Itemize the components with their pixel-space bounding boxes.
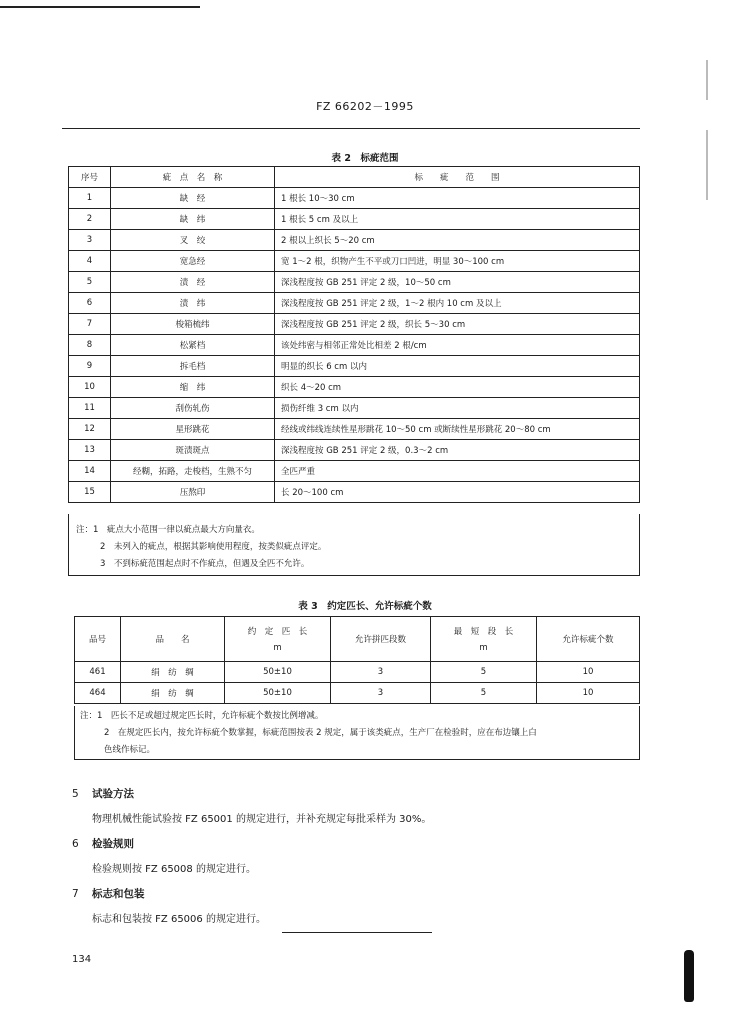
section-title-text: 试验方法 (92, 788, 134, 800)
table2-note: 3 不到标疵范围起点时不作疵点，但遇及全匹不允许。 (100, 559, 310, 569)
table2-cell-no: 14 (69, 461, 111, 482)
table3-cell-length: 50±10 (225, 662, 331, 683)
section-number: 6 (72, 838, 79, 850)
section-6-body: 检验规则按 FZ 65008 的规定进行。 (92, 864, 256, 875)
table3-cell-defects: 10 (537, 683, 640, 704)
footer-rule (282, 932, 432, 933)
table2-row (69, 398, 640, 419)
table2-col-range: 标 疵 范 围 (275, 167, 640, 188)
table3-cell-shortest: 5 (431, 683, 537, 704)
table2-cell-name: 松紧档 (111, 335, 275, 356)
table2-row (69, 209, 640, 230)
table2-cell-range: 长 20～100 cm (275, 482, 640, 503)
table2-cell-no: 12 (69, 419, 111, 440)
table2-caption: 表 2 标疵范围 (331, 153, 399, 164)
table2-cell-no: 3 (69, 230, 111, 251)
table2-cell-name: 渍 经 (111, 272, 275, 293)
table2-header-row (69, 167, 640, 188)
table2-cell-range: 明显的织长 6 cm 以内 (275, 356, 640, 377)
table2-cell-range: 宽 1～2 根，织物产生不平或刀口凹进，明显 30～100 cm (275, 251, 640, 272)
table2-cell-no: 11 (69, 398, 111, 419)
table2-cell-no: 10 (69, 377, 111, 398)
table2-row (69, 356, 640, 377)
table2-cell-no: 8 (69, 335, 111, 356)
table3-col-shortest-label: 最 短 段 长 (453, 627, 514, 637)
table2-notes-frame (68, 514, 640, 576)
top-edge-line (0, 6, 200, 8)
section-5-body: 物理机械性能试验按 FZ 65001 的规定进行，并补充规定每批采样为 30%。 (92, 814, 432, 825)
table2-cell-no: 2 (69, 209, 111, 230)
section-7-title (72, 886, 145, 901)
table2-row (69, 293, 640, 314)
table3-col-name: 品 名 (121, 617, 225, 662)
table2-note: 注：1 疵点大小范围一律以疵点最大方向量衣。 (76, 525, 260, 535)
table2-cell-name: 拆毛档 (111, 356, 275, 377)
table2 (68, 166, 640, 503)
table2-cell-range: 深浅程度按 GB 251 评定 2 级，0.3～2 cm (275, 440, 640, 461)
table3-col-pieces: 允许拼匹段数 (331, 617, 431, 662)
table2-cell-name: 缩 纬 (111, 377, 275, 398)
table3-notes (80, 708, 537, 759)
table2-row (69, 377, 640, 398)
table2-cell-no: 4 (69, 251, 111, 272)
table2-row (69, 230, 640, 251)
table2-cell-name: 宽急经 (111, 251, 275, 272)
standard-code-header: FZ 66202－1995 (316, 100, 414, 113)
table2-row (69, 314, 640, 335)
table2-cell-name: 缺 纬 (111, 209, 275, 230)
section-5-title (72, 786, 134, 801)
table2-cell-range: 该处纬密与相邻正常处比相差 2 根/cm (275, 335, 640, 356)
table2-row (69, 461, 640, 482)
table2-col-no: 序号 (69, 167, 111, 188)
table3-row (75, 662, 640, 683)
table2-row (69, 440, 640, 461)
table2-cell-name: 叉 绞 (111, 230, 275, 251)
table2-note: 2 未列入的疵点，根据其影响使用程度，按类似疵点评定。 (100, 542, 327, 552)
table3-row (75, 683, 640, 704)
scan-edge-mark (706, 130, 708, 200)
table3-cell-shortest: 5 (431, 662, 537, 683)
table2-cell-range: 深浅程度按 GB 251 评定 2 级，织长 5～30 cm (275, 314, 640, 335)
table3-cell-code: 461 (75, 662, 121, 683)
section-6-title (72, 836, 134, 851)
table3-note: 注：1 匹长不足或超过规定匹长时，允许标疵个数按比例增减。 (80, 711, 324, 721)
table3 (74, 616, 640, 704)
table3-header-row (75, 617, 640, 662)
table2-row (69, 188, 640, 209)
table3-cell-pieces: 3 (331, 662, 431, 683)
table2-cell-no: 9 (69, 356, 111, 377)
table3-cell-pieces: 3 (331, 683, 431, 704)
table3-note: 色线作标记。 (104, 745, 156, 755)
table2-cell-range: 深浅程度按 GB 251 评定 2 级，10～50 cm (275, 272, 640, 293)
table2-cell-name: 缺 经 (111, 188, 275, 209)
section-7-body: 标志和包装按 FZ 65006 的规定进行。 (92, 914, 266, 925)
table2-cell-name: 压熬印 (111, 482, 275, 503)
table2-cell-no: 6 (69, 293, 111, 314)
section-number: 7 (72, 888, 79, 900)
table2-cell-range: 损伤纤维 3 cm 以内 (275, 398, 640, 419)
table3-col-length-unit: m (273, 643, 282, 653)
table2-cell-name: 渍 纬 (111, 293, 275, 314)
table3-col-length (225, 617, 331, 662)
table2-cell-range: 1 根长 10～30 cm (275, 188, 640, 209)
table2-row (69, 419, 640, 440)
section-number: 5 (72, 788, 79, 800)
table2-cell-name: 刮伤轧伤 (111, 398, 275, 419)
table2-cell-name: 经糊，拓路，走梭档，生熟不匀 (111, 461, 275, 482)
table3-cell-length: 50±10 (225, 683, 331, 704)
table2-row (69, 335, 640, 356)
table3-col-code: 品号 (75, 617, 121, 662)
scan-ink-blot (684, 950, 694, 1002)
table2-cell-range: 深浅程度按 GB 251 评定 2 级，1～2 根内 10 cm 及以上 (275, 293, 640, 314)
table2-cell-name: 梭箱梳纬 (111, 314, 275, 335)
table3-cell-code: 464 (75, 683, 121, 704)
table2-cell-name: 星形跳花 (111, 419, 275, 440)
table2-cell-no: 13 (69, 440, 111, 461)
table3-col-shortest-unit: m (479, 643, 488, 653)
scan-edge-mark (706, 60, 708, 100)
table3-col-defects: 允许标疵个数 (537, 617, 640, 662)
table3-col-shortest (431, 617, 537, 662)
table2-row (69, 482, 640, 503)
section-title-text: 检验规则 (92, 838, 134, 850)
table3-cell-name: 绢 纺 绸 (121, 662, 225, 683)
table3-cell-name: 绢 纺 绸 (121, 683, 225, 704)
table2-cell-no: 5 (69, 272, 111, 293)
table2-cell-no: 15 (69, 482, 111, 503)
header-rule (62, 128, 640, 129)
table2-cell-no: 7 (69, 314, 111, 335)
table2-col-name: 疵 点 名 称 (111, 167, 275, 188)
table3-col-length-label: 约 定 匹 长 (247, 627, 308, 637)
table2-cell-range: 全匹严重 (275, 461, 640, 482)
table3-cell-defects: 10 (537, 662, 640, 683)
table2-cell-no: 1 (69, 188, 111, 209)
table2-cell-range: 经线或纬线连续性星形跳花 10～50 cm 或断续性星形跳花 20～80 cm (275, 419, 640, 440)
table2-cell-name: 斑渍斑点 (111, 440, 275, 461)
section-title-text: 标志和包装 (92, 888, 145, 900)
table3-note: 2 在规定匹长内，按允许标疵个数掌握，标疵范围按表 2 规定，属于该类疵点，生产厂在检验时，应在布边镶上白 (104, 728, 537, 738)
table2-cell-range: 1 根长 5 cm 及以上 (275, 209, 640, 230)
table2-cell-range: 2 根以上织长 5～20 cm (275, 230, 640, 251)
page-number: 134 (72, 954, 92, 965)
table2-cell-range: 织长 4～20 cm (275, 377, 640, 398)
table3-caption: 表 3 约定匹长、允许标疵个数 (298, 601, 432, 612)
table2-row (69, 272, 640, 293)
table2-row (69, 251, 640, 272)
